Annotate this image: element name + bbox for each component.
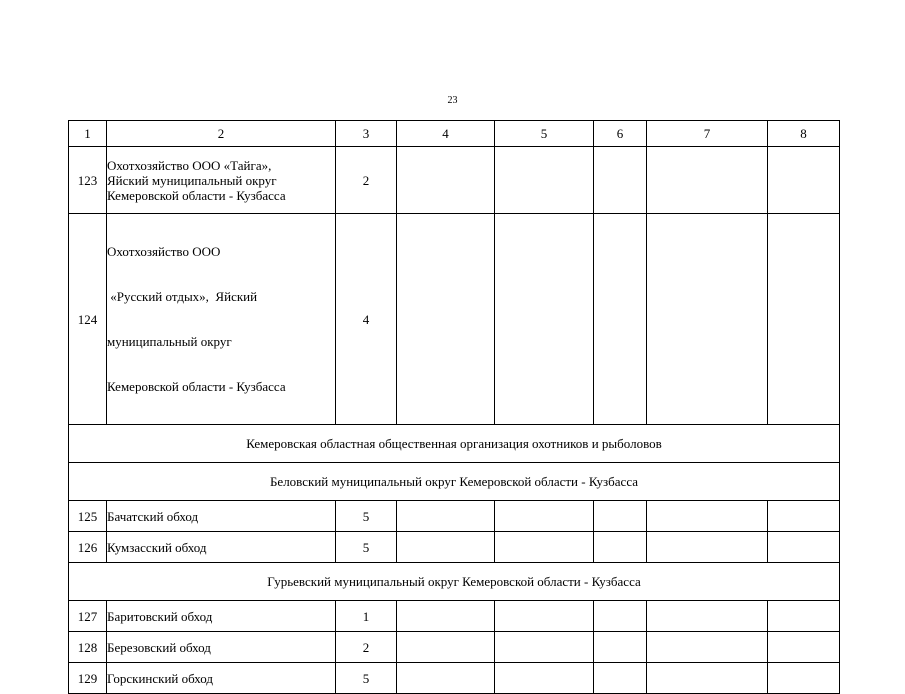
row-name-line: муниципальный округ: [107, 334, 232, 349]
table-row: [69, 632, 840, 663]
header-cell: 1: [69, 121, 107, 147]
row-name: Березовский обход: [107, 632, 336, 663]
row-name: Кумзасский обход: [107, 532, 336, 563]
header-cell: 5: [495, 121, 594, 147]
row-name-line: Кемеровской области - Кузбасса: [107, 379, 286, 394]
row-name-line: Охотхозяйство ООО: [107, 244, 221, 259]
empty-cell: [594, 532, 647, 563]
empty-cell: [768, 147, 840, 214]
row-value: 5: [336, 501, 397, 532]
header-cell: 3: [336, 121, 397, 147]
row-name-line: Охотхозяйство ООО «Тайга»,: [107, 157, 272, 173]
row-name: Баритовский обход: [107, 601, 336, 632]
row-number: 124: [69, 214, 107, 425]
empty-cell: [647, 632, 768, 663]
header-cell: 7: [647, 121, 768, 147]
section-row: [69, 463, 840, 501]
empty-cell: [647, 214, 768, 425]
empty-cell: [768, 532, 840, 563]
empty-cell: [768, 632, 840, 663]
row-number: 126: [69, 532, 107, 563]
row-value: 2: [336, 632, 397, 663]
row-number: 128: [69, 632, 107, 663]
empty-cell: [647, 601, 768, 632]
empty-cell: [594, 663, 647, 694]
empty-cell: [647, 532, 768, 563]
empty-cell: [397, 214, 495, 425]
empty-cell: [594, 147, 647, 214]
row-value: 2: [336, 147, 397, 214]
row-value: 1: [336, 601, 397, 632]
empty-cell: [495, 214, 594, 425]
row-number: 127: [69, 601, 107, 632]
empty-cell: [768, 663, 840, 694]
data-table: [68, 120, 840, 694]
empty-cell: [768, 501, 840, 532]
table-row: [69, 601, 840, 632]
empty-cell: [647, 147, 768, 214]
section-row: [69, 563, 840, 601]
empty-cell: [594, 214, 647, 425]
section-row: [69, 425, 840, 463]
empty-cell: [594, 601, 647, 632]
row-name: [107, 214, 336, 425]
empty-cell: [495, 532, 594, 563]
empty-cell: [594, 501, 647, 532]
table-row: [69, 214, 840, 425]
table-row: [69, 663, 840, 694]
empty-cell: [495, 663, 594, 694]
empty-cell: [397, 147, 495, 214]
table-row: [69, 147, 840, 214]
row-name: [107, 147, 336, 214]
empty-cell: [495, 501, 594, 532]
empty-cell: [397, 601, 495, 632]
header-row: [69, 121, 840, 147]
table-row: [69, 532, 840, 563]
empty-cell: [768, 601, 840, 632]
section-heading: Беловский муниципальный округ Кемеровской области - Кузбасса: [69, 463, 840, 501]
table-row: [69, 501, 840, 532]
empty-cell: [397, 501, 495, 532]
row-value: 5: [336, 663, 397, 694]
empty-cell: [647, 501, 768, 532]
empty-cell: [495, 632, 594, 663]
row-name: Горскинский обход: [107, 663, 336, 694]
empty-cell: [495, 147, 594, 214]
row-value: 5: [336, 532, 397, 563]
empty-cell: [397, 532, 495, 563]
row-number: 125: [69, 501, 107, 532]
section-heading: Гурьевский муниципальный округ Кемеровской области - Кузбасса: [69, 563, 840, 601]
row-number: 129: [69, 663, 107, 694]
empty-cell: [397, 663, 495, 694]
row-value: 4: [336, 214, 397, 425]
empty-cell: [594, 632, 647, 663]
empty-cell: [397, 632, 495, 663]
header-cell: 8: [768, 121, 840, 147]
row-number: 123: [69, 147, 107, 214]
header-cell: 2: [107, 121, 336, 147]
row-name-line: «Русский отдых», Яйский: [107, 289, 258, 304]
section-heading: Кемеровская областная общественная организация охотников и рыболовов: [69, 425, 840, 463]
row-name-line: Кемеровской области - Кузбасса: [107, 187, 286, 203]
row-name-line: Яйский муниципальный округ: [107, 172, 277, 188]
page-number: 23: [447, 95, 458, 106]
header-cell: 6: [594, 121, 647, 147]
empty-cell: [495, 601, 594, 632]
empty-cell: [647, 663, 768, 694]
header-cell: 4: [397, 121, 495, 147]
empty-cell: [768, 214, 840, 425]
row-name: Бачатский обход: [107, 501, 336, 532]
